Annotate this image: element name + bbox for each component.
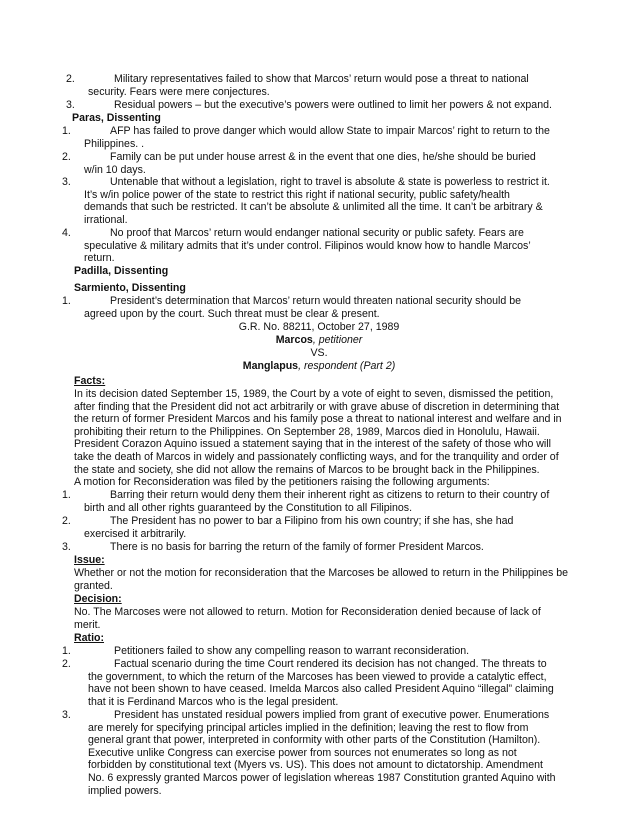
case-respondent <box>0 360 638 373</box>
case-petitioner <box>0 334 638 347</box>
item-text: Philippines. . <box>84 137 145 150</box>
item-text: security. Fears were mere conjectures. <box>88 85 270 98</box>
item-number: 3. <box>62 541 71 553</box>
item-text: speculative & military admits that it’s under control. Filipinos would know how to handle Marcos’ <box>84 239 531 252</box>
list-item <box>62 125 566 150</box>
item-text: Military representatives failed to show that Marcos’ return would pose a threat to national <box>114 73 529 85</box>
item-text: Residual powers – but the executive’s powers were outlined to limit her powers & not expand. <box>114 99 552 111</box>
petitioner-name: Marcos <box>275 334 313 346</box>
list-item <box>62 489 566 514</box>
item-text: Untenable that without a legislation, right to travel is absolute & state is powerless to restrict it. <box>110 176 550 188</box>
item-text: Factual scenario during the time Court rendered its decision has not changed. The threats to <box>114 658 547 670</box>
item-text: implied powers. <box>88 784 162 797</box>
decision-line: merit. <box>74 618 101 631</box>
petitioner-role: , petitioner <box>312 334 363 346</box>
facts-line: prohibiting their return to the Philippines. On September 28, 1989, Marcos died in Honolulu, Hawaii. <box>74 425 540 438</box>
item-text: that it is Ferdinand Marcos who is the legal president. <box>88 695 339 708</box>
item-text: demands that such be restricted. It can’t be absolute & unlimited all the time. It can’t be arbitrary & <box>84 201 543 214</box>
item-number: 2. <box>62 151 71 163</box>
item-text: irrational. <box>84 213 128 226</box>
list-item <box>62 295 566 320</box>
item-text: No. 6 expressly granted Marcos power of legislation whereas 1987 Constitution granted Aquino with <box>88 771 556 784</box>
section-heading-sarmiento: Sarmiento, Dissenting <box>74 282 186 294</box>
list-item <box>62 709 566 797</box>
item-text: the government, to which the return of the Marcoses has been viewed to provide a catalytic effect, <box>88 670 547 683</box>
section-heading-decision: Decision: <box>74 593 122 605</box>
facts-paragraph <box>74 388 566 489</box>
item-text: Executive unlike Congress can exercise power from sources not enumerates so long as not <box>88 746 517 759</box>
item-text: are merely for specifying principal articles implied in the definition; leaving the rest to flow from <box>88 721 529 734</box>
item-text: general grant that power, interpreted in conformity with other parts of the Constitution (Hamilton). <box>88 734 541 747</box>
issue-line: Whether or not the motion for reconsideration that the Marcoses be allowed to return in the Philippines be <box>74 567 569 579</box>
issue-line: granted. <box>74 579 113 592</box>
item-number: 4. <box>62 227 71 239</box>
item-text: It’s w/in police power of the state to restrict this right if national security, public safety/health <box>84 188 510 201</box>
item-number: 2. <box>62 658 71 670</box>
item-text: President has unstated residual powers implied from grant of executive power. Enumerations <box>114 709 550 721</box>
issue-paragraph <box>74 567 569 592</box>
section-heading-padilla: Padilla, Dissenting <box>74 265 169 277</box>
item-text: return. <box>84 252 115 265</box>
item-text: exercised it arbitrarily. <box>84 527 187 540</box>
facts-line: In its decision dated September 15, 1989, the Court by a vote of eight to seven, dismissed the petition, <box>74 388 554 400</box>
item-text: have not been shown to have ceased. Imelda Marcos also called President Aquino “illegal” claiming <box>88 683 554 696</box>
item-text: Family can be put under house arrest & in the event that one dies, he/she should be buried <box>110 151 536 163</box>
list-item <box>66 99 566 112</box>
item-text: Petitioners failed to show any compelling reason to warrant reconsideration. <box>114 645 470 657</box>
item-text: There is no basis for barring the return of the family of former President Marcos. <box>110 541 484 553</box>
facts-line: President Corazon Aquino issued a statement saying that in the interest of the safety of those who will <box>74 438 551 451</box>
decision-paragraph <box>74 606 566 631</box>
facts-line: A motion for Reconsideration was filed by the petitioners raising the following arguments: <box>74 476 490 489</box>
item-number: 1. <box>62 295 71 307</box>
item-number: 1. <box>62 489 71 501</box>
case-number: G.R. No. 88211, October 27, 1989 <box>238 321 400 333</box>
item-text: forbidden by constitutional text (Myers vs. US). This does not amount to dictatorship. Amendment <box>88 759 543 772</box>
facts-line: after finding that the President did not act arbitrarily or with grave abuse of discretion in determining that <box>74 400 560 413</box>
facts-line: the state and society, she did not allow the remains of Marcos to be brought back in the Philippines. <box>74 463 540 476</box>
item-number: 3. <box>66 99 75 111</box>
section-heading-issue: Issue: <box>74 554 105 566</box>
list-item <box>62 658 566 708</box>
item-number: 2. <box>62 515 71 527</box>
list-item <box>62 541 566 554</box>
section-heading-ratio: Ratio: <box>74 632 105 644</box>
respondent-role: , respondent (Part 2) <box>298 360 396 372</box>
list-item <box>66 73 566 98</box>
list-item <box>62 151 566 176</box>
item-number: 3. <box>62 709 71 721</box>
list-item <box>62 227 566 265</box>
item-text: No proof that Marcos’ return would endanger national security or public safety. Fears are <box>110 227 524 239</box>
list-item <box>62 645 566 658</box>
item-number: 1. <box>62 645 71 657</box>
item-text: The President has no power to bar a Filipino from his own country; if she has, she had <box>110 515 514 527</box>
item-text: AFP has failed to prove danger which would allow State to impair Marcos’ right to return to the <box>110 125 550 137</box>
section-heading-paras: Paras, Dissenting <box>72 112 161 124</box>
item-number: 1. <box>62 125 71 137</box>
item-text: President’s determination that Marcos’ return would threaten national security should be <box>110 295 522 307</box>
item-text: Barring their return would deny them their inherent right as citizens to return to their country of <box>110 489 550 501</box>
respondent-name: Manglapus <box>242 360 299 372</box>
facts-line: take the death of Marcos in widely and passionately conflicting ways, and for the tranquility and order of <box>74 450 559 463</box>
list-item <box>62 515 566 540</box>
decision-line: No. The Marcoses were not allowed to return. Motion for Reconsideration denied because of lack of <box>74 606 541 618</box>
item-text: agreed upon by the court. Such threat must be clear & present. <box>84 307 380 320</box>
item-text: birth and all other rights guaranteed by the Constitution to all Filipinos. <box>84 501 413 514</box>
case-vs: VS. <box>310 347 328 359</box>
item-number: 3. <box>62 176 71 188</box>
list-item <box>62 176 566 226</box>
item-text: w/in 10 days. <box>84 163 146 176</box>
facts-line: the return of former President Marcos and his family pose a threat to national interest and welfare and in <box>74 413 562 426</box>
section-heading-facts: Facts: <box>74 375 106 387</box>
item-number: 2. <box>66 73 75 85</box>
